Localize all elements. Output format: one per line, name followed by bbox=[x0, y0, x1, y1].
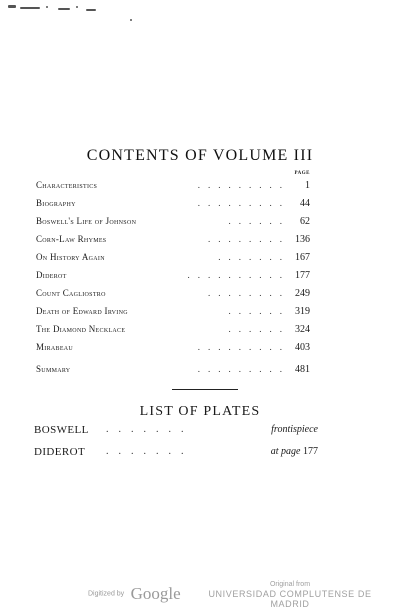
contents-row bbox=[36, 306, 310, 320]
dot-leader: ...... bbox=[228, 306, 290, 316]
contents-row bbox=[36, 270, 310, 284]
contents-row bbox=[36, 216, 310, 230]
entry-title: Mirabeau bbox=[36, 342, 74, 352]
plate-ref-text: at page bbox=[270, 446, 301, 457]
page-column-header: PAGE bbox=[294, 171, 310, 176]
scan-speck bbox=[130, 19, 132, 21]
entry-page: 1 bbox=[305, 180, 310, 191]
dot-leader: ........ bbox=[208, 288, 290, 298]
dot-leader: ...... bbox=[228, 324, 290, 334]
plate-row bbox=[34, 446, 318, 462]
dot-leader: ......... bbox=[197, 342, 290, 352]
dot-leader: ....... bbox=[106, 424, 194, 435]
dot-leader: ......... bbox=[197, 198, 290, 208]
dot-leader: ........ bbox=[208, 234, 290, 244]
entry-page: 319 bbox=[295, 306, 310, 317]
plate-name: BOSWELL bbox=[34, 424, 89, 436]
entry-page: 481 bbox=[295, 364, 310, 375]
dot-leader: ......... bbox=[197, 180, 290, 190]
contents-row bbox=[36, 198, 310, 212]
plate-ref-page: 177 bbox=[303, 446, 318, 457]
contents-row bbox=[36, 252, 310, 266]
entry-page: 177 bbox=[295, 270, 310, 281]
contents-row bbox=[36, 364, 310, 378]
entry-title: Diderot bbox=[36, 270, 67, 280]
digitized-by-text: Digitized by bbox=[88, 590, 125, 598]
entry-page: 136 bbox=[295, 234, 310, 245]
dot-leader: ....... bbox=[218, 252, 290, 262]
entry-page: 167 bbox=[295, 252, 310, 263]
plate-row bbox=[34, 424, 318, 440]
entry-page: 249 bbox=[295, 288, 310, 299]
dot-leader: ......... bbox=[197, 364, 290, 374]
entry-title: The Diamond Necklace bbox=[36, 324, 126, 334]
plate-reference bbox=[271, 424, 318, 435]
entry-title: On History Again bbox=[36, 252, 105, 262]
digitized-by-watermark bbox=[88, 584, 181, 604]
contents-row bbox=[36, 342, 310, 356]
google-logo: Google bbox=[130, 584, 181, 603]
entry-title: Count Cagliostro bbox=[36, 288, 106, 298]
plate-reference bbox=[271, 446, 318, 457]
original-from-watermark bbox=[205, 581, 375, 609]
contents-title: CONTENTS OF VOLUME III bbox=[86, 147, 314, 164]
entry-title: Corn-Law Rhymes bbox=[36, 234, 107, 244]
entry-title: Death of Edward Irving bbox=[36, 306, 128, 316]
entry-page: 44 bbox=[300, 198, 310, 209]
entry-title: Summary bbox=[36, 364, 71, 374]
contents-row bbox=[36, 234, 310, 248]
entry-title: Characteristics bbox=[36, 180, 98, 190]
contents-row bbox=[36, 324, 310, 338]
dot-leader: ...... bbox=[228, 216, 290, 226]
entry-page: 62 bbox=[300, 216, 310, 227]
plate-name: DIDEROT bbox=[34, 446, 86, 458]
entry-title: Boswell's Life of Johnson bbox=[36, 216, 137, 226]
dot-leader: ....... bbox=[106, 446, 194, 457]
entry-page: 324 bbox=[295, 324, 310, 335]
plate-ref-text: frontispiece bbox=[271, 424, 318, 435]
section-divider bbox=[172, 389, 238, 390]
contents-row bbox=[36, 180, 310, 194]
contents-row bbox=[36, 288, 310, 302]
institution-name: UNIVERSIDAD COMPLUTENSE DE MADRID bbox=[208, 589, 372, 609]
entry-page: 403 bbox=[295, 342, 310, 353]
original-from-text: Original from bbox=[269, 581, 311, 588]
dot-leader: .......... bbox=[187, 270, 290, 280]
entry-title: Biography bbox=[36, 198, 76, 208]
scan-smudge bbox=[6, 3, 102, 13]
plates-title: LIST OF PLATES bbox=[139, 404, 261, 419]
